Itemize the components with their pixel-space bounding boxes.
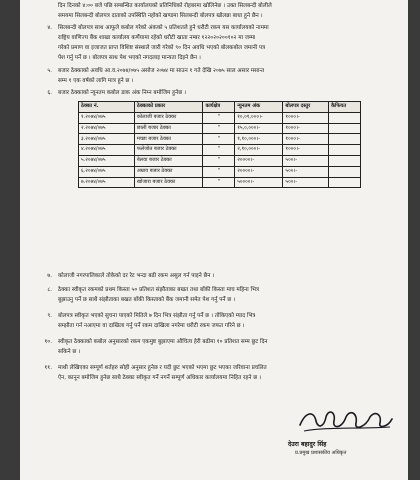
table-cell: २,१०,०००।- — [235, 145, 283, 156]
intro-line: दिन दिनको ४:०० बजे पछि सम्बन्धित कार्यालयको प्रतिनिधिको रोहबरमा खोलिनेछ । उक्त सिलबन्दी बोलीले — [58, 3, 272, 9]
table-cell: अम्राय बजार ठेक्का — [134, 166, 203, 177]
table-cell: खोजारा बजार ठेक्का — [134, 177, 203, 188]
clause-11-line: माथी लेखिएका सम्पूर्ण शर्तहरु सोही अनुसार हुनेछ र यदी छुट भएको भएमा छुट भएका जरिवाना प्रचलित — [58, 365, 267, 371]
table-cell: छाली बजार ठेक्का — [134, 123, 203, 134]
table-cell — [329, 134, 361, 145]
intro-line: समयमा सिलबन्दी बोलपत्र दाताको उपस्थिति नहोको खण्डमा सिलबन्दी बोलपत्र खोलन्ना बाधा हुने छैन । — [58, 13, 263, 19]
clause-10-line: स्वीकृत ठेक्काको कबोल अनुसारको रकम एकमुष्ट बुझाएमा औचित्य हेरी बढीमा १० प्रतिशत सम्म छुट दिन — [58, 339, 268, 345]
clause-number: १०. — [44, 339, 52, 345]
table-cell: १०,०१,०००।- — [235, 112, 283, 123]
clause-number: ७. — [47, 273, 52, 279]
clause-4-line: गरेको प्रमाण वा इजाजत प्राप्त विशिष्ट संस्थाले जारी गरेको ९० दिन अवधि भएको बोलकबोल जमानी पत्र — [58, 45, 266, 51]
tender-table — [78, 101, 361, 188]
table-header-cell: कार्यक्षेत्र — [203, 102, 235, 113]
clause-9-line: बोलपत्र स्वीकृत भएको सुचना पाएको मितिले ७ दिन भित्र संझौता गर्नु पर्ने छ । तोकिएको म्याद भित्र — [58, 313, 256, 319]
table-cell: " — [203, 134, 235, 145]
table-cell: १.२०७४/०७५ — [79, 112, 135, 123]
table-cell: ५.२०७४/०७५ — [79, 155, 135, 166]
table-header-cell: ठेक्काको प्रकार — [134, 102, 203, 113]
table-cell — [329, 123, 361, 134]
clause-number: ११. — [44, 365, 52, 371]
clause-11-line: ऐन, कानून बमोजिम हुनेछ साथै ठेक्का स्वीकृत गर्ने नगर्ने सम्पूर्ण अधिकार कार्यालयमा निहित रहने छ । — [58, 375, 262, 381]
table-cell: १०००।- — [283, 145, 329, 156]
table-cell — [329, 112, 361, 123]
table-cell: " — [203, 145, 235, 156]
document-page — [20, 0, 408, 480]
table-cell: फलेजोत बजार ठेक्का — [134, 145, 203, 156]
clause-5-line: सम्म १ एक वर्षको लागि मात्र हुने छ । — [58, 78, 134, 84]
table-cell: बेलवा बजार ठेक्का — [134, 155, 203, 166]
table-cell: १०००।- — [283, 123, 329, 134]
table-cell: २.२०७४/०७५ — [79, 123, 135, 134]
table-row — [79, 166, 361, 177]
table-cell: ६.२०७४/०७५ — [79, 166, 135, 177]
clause-4-line: सिलबन्दी बोलपत्र साथ आफूले कबोल गरेको अंकको ५ प्रतिशतले हुने धरौटी रकम यस कार्यालयको नाममा — [58, 25, 269, 31]
table-cell: १५,०,०००।- — [235, 123, 283, 134]
clause-number: ५. — [47, 68, 52, 74]
table-cell: मच्छा बजार ठेक्का — [134, 134, 203, 145]
table-cell: " — [203, 123, 235, 134]
handwritten-signature — [296, 405, 396, 435]
table-row — [79, 177, 361, 188]
table-cell: ५००।- — [283, 166, 329, 177]
signatory-title: प्र.प्रमुख प्रशासकीय अधिकृत — [295, 450, 347, 456]
table-row — [79, 112, 361, 123]
table-cell: १०००।- — [283, 112, 329, 123]
table-cell: ५००।- — [283, 155, 329, 166]
table-header-cell: बोलपत्र दस्तुर — [283, 102, 329, 113]
clause-number: ९. — [47, 313, 52, 319]
table-cell: ५००००।- — [235, 177, 283, 188]
clause-number: ६. — [47, 90, 52, 96]
signatory-name: देउरा बहादुर सिंह — [288, 441, 327, 448]
table-header-cell: कैफियत — [329, 102, 361, 113]
clause-7-text: कोलाजी नगरपालिकाले तोकेको दर रेट भन्दा बढी रकम असुल गर्न पाइने छैन । — [58, 273, 215, 279]
table-cell — [329, 177, 361, 188]
table-cell: २००००।- — [235, 155, 283, 166]
table-cell: ७.२०७४/०७५ — [79, 177, 135, 188]
table-cell: " — [203, 166, 235, 177]
table-row — [79, 145, 361, 156]
table-cell: " — [203, 177, 235, 188]
table-cell: ५००।- — [283, 177, 329, 188]
table-header-cell: न्युनतम अंक — [235, 102, 283, 113]
table-row — [79, 134, 361, 145]
table-cell: १,१०,०००।- — [235, 134, 283, 145]
table-row — [79, 155, 361, 166]
clause-4-line: पेश गर्नु पर्ने छ । बोलपत्र साथ पेश भएको नगदलाइ मान्यता दिइने छैन । — [58, 55, 201, 61]
table-header-row — [79, 102, 361, 113]
clause-4-line: राष्ट्रिय वाणिज्य बैंक शाखा कार्यालय कर्णेयामा रहेको धरौटी खाता नम्बर १२२०२०२००१०२ मा जम्मा — [58, 35, 256, 41]
clause-9-line: सम्झौता गर्न नआएमा वा दाखिला गर्नु पर्ने रकम दाखिला नगरेमा धरौटी रकम जफत गरिने छ । — [58, 323, 245, 329]
table-cell: ४.२०७४/०७५ — [79, 145, 135, 156]
table-row — [79, 123, 361, 134]
clause-6-text: बजार ठेक्काको न्यूनतम कबोल डाक अंक निम्न बमोजिम हुनेछ । — [58, 90, 187, 96]
clause-number: ४. — [47, 25, 52, 31]
table-cell — [329, 166, 361, 177]
clause-8-line: बुझाउनु पर्ने छ साथै संझौताका बखत बाँकी किस्ताको बैंक जमानी समेत पेश गर्नु पर्ने छ । — [58, 297, 236, 303]
table-header-cell: ठेक्का नं. — [79, 102, 135, 113]
table-cell — [329, 145, 361, 156]
clause-10-line: सकिने छ । — [58, 349, 81, 355]
table-cell: ३.२०७४/०७५ — [79, 134, 135, 145]
clause-8-line: ठेक्का स्वीकृत रकमको प्रथम किस्ता ५० प्रतिशत संझौताका बखत तथा बाँकी किस्ता माघ महिना भित्र — [58, 287, 259, 293]
table-cell: कोलाजी बजार ठेक्का — [134, 112, 203, 123]
clause-5-line: बजार ठेक्काको अवधि आ.व.२०७४/०७५ असोज २०७४ मा साउन १ गते देखि २०७५ साल असार मसान्त — [58, 68, 265, 74]
table-cell: २००००।- — [235, 166, 283, 177]
clause-number: ८. — [47, 287, 52, 293]
table-cell: " — [203, 155, 235, 166]
table-cell: " — [203, 112, 235, 123]
table-cell — [329, 155, 361, 166]
table-cell: १०००।- — [283, 134, 329, 145]
